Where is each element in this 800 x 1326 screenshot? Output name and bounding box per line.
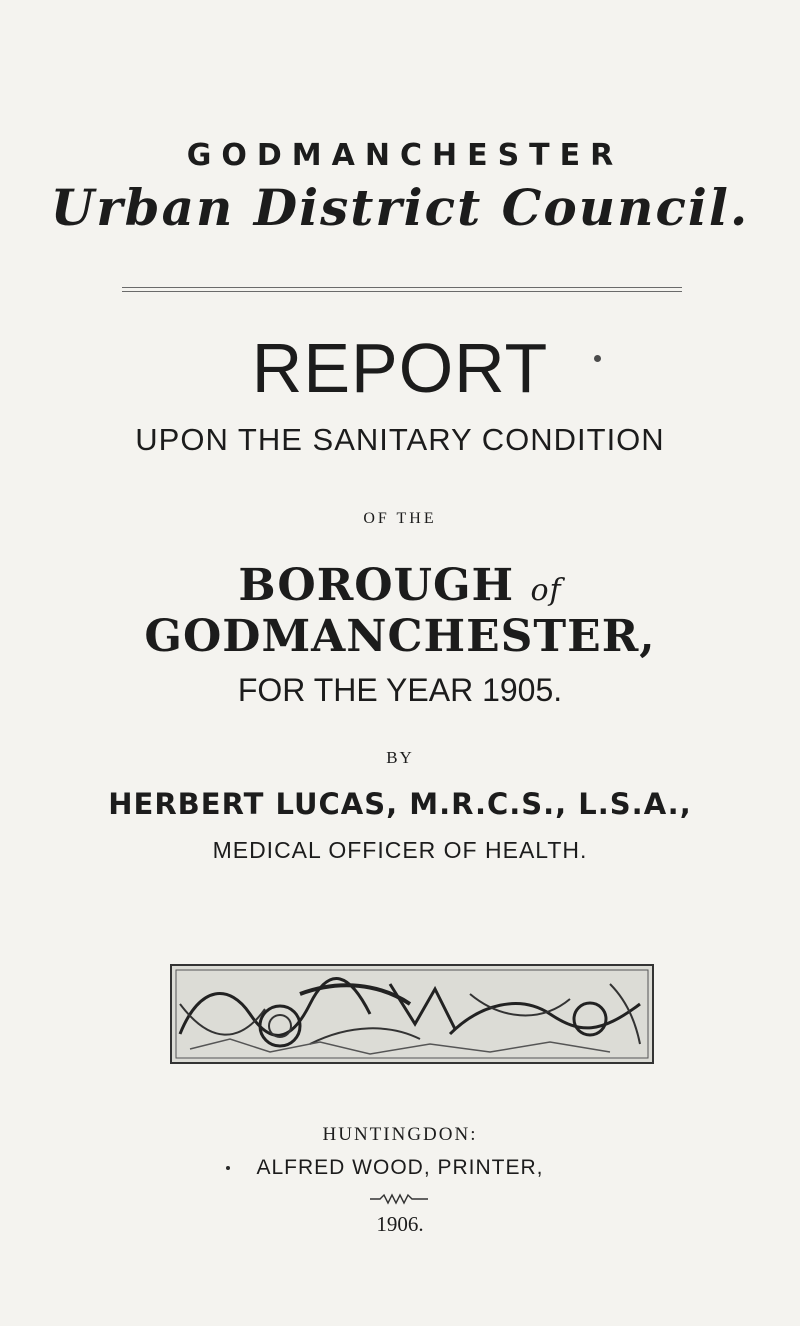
- imprint-year: 1906.: [376, 1212, 424, 1236]
- wave-rule-icon: [368, 1192, 430, 1206]
- by-line: BY: [386, 748, 414, 767]
- imprint-place: HUNTINGDON:: [322, 1124, 478, 1145]
- ink-dot: [594, 355, 601, 362]
- of-word: of: [530, 573, 562, 608]
- of-the-line: OF THE: [363, 510, 437, 527]
- town-heading: GODMANCHESTER: [186, 138, 624, 173]
- author-name: HERBERT LUCAS, M.R.C.S., L.S.A.,: [108, 787, 692, 821]
- borough-word: BOROUGH: [238, 560, 515, 611]
- divider-line: [122, 291, 682, 292]
- year-line: FOR THE YEAR 1905.: [237, 672, 563, 708]
- report-title: REPORT: [251, 329, 549, 407]
- author-role: MEDICAL OFFICER OF HEALTH.: [212, 837, 588, 863]
- council-name: Urban District Council.: [50, 178, 750, 237]
- borough-name: GODMANCHESTER,: [144, 611, 656, 662]
- divider-line: [122, 287, 682, 288]
- decorative-scroll-ornament-icon: [170, 964, 654, 1064]
- imprint-printer: ALFRED WOOD, PRINTER,: [256, 1156, 544, 1179]
- borough-line: [0, 560, 800, 662]
- report-subtitle: UPON THE SANITARY CONDITION: [135, 422, 665, 457]
